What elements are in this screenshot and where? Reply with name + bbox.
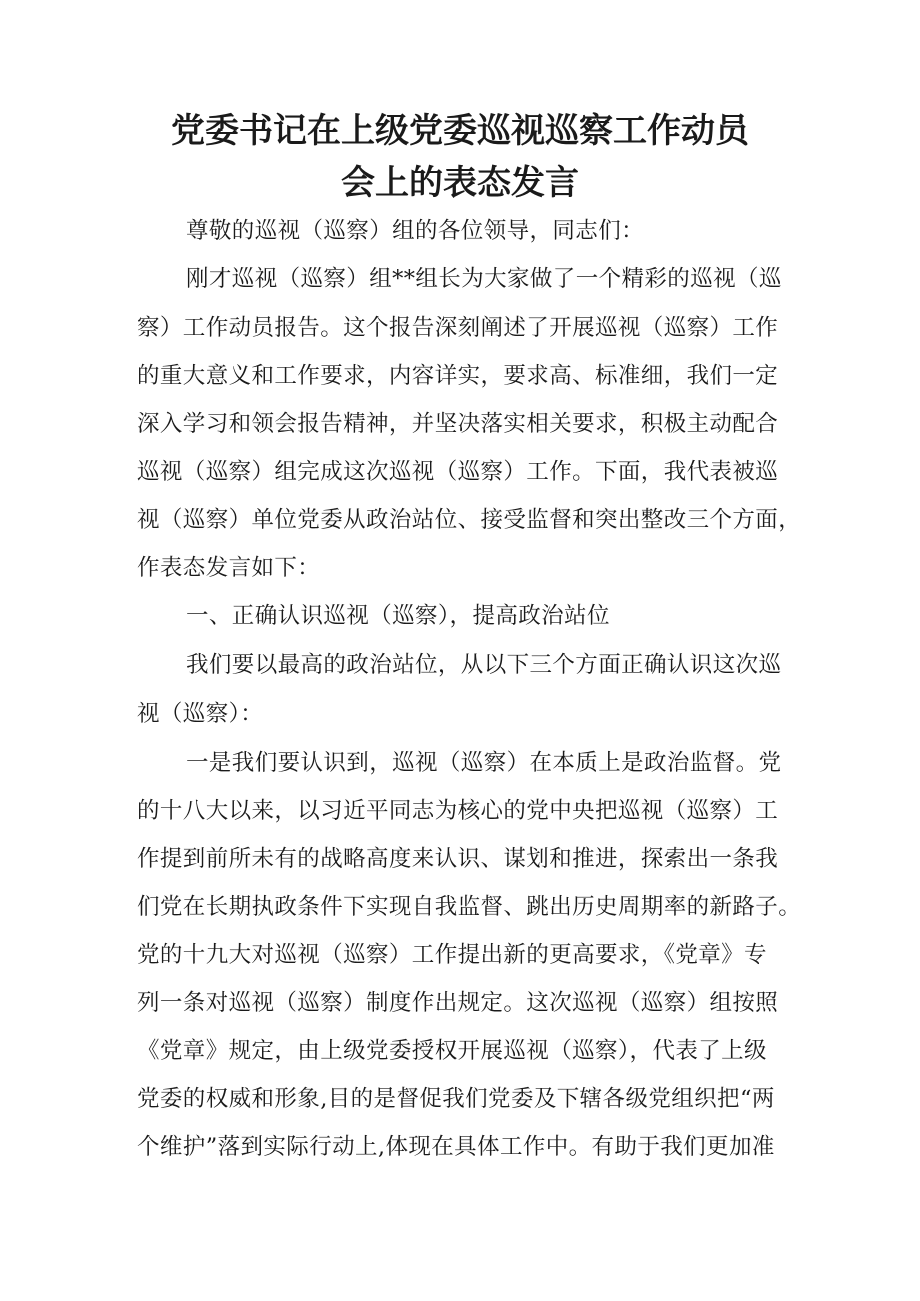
body-line: 视（巡察）单位党委从政治站位、接受监督和突出整改三个方面， <box>137 507 802 533</box>
body-line: 的重大意义和工作要求，内容详实，要求高、标准细，我们一定 <box>137 363 779 389</box>
body-line: 党委的权威和形象,目的是督促我们党委及下辖各级党组织把“两 <box>137 1086 775 1112</box>
body-line: 我们要以最高的政治站位，从以下三个方面正确认识这次巡 <box>186 652 782 678</box>
body-line: 深入学习和领会报告精神，并坚决落实相关要求，积极主动配合 <box>137 411 779 437</box>
body-line: 刚才巡视（巡察）组**组长为大家做了一个精彩的巡视（巡 <box>186 266 782 292</box>
body-line: 个维护”落到实际行动上,体现在具体工作中。有助于我们更加准 <box>137 1134 775 1160</box>
document-title-line-1: 党委书记在上级党委巡视巡察工作动员 <box>171 111 749 151</box>
salutation: 尊敬的巡视（巡察）组的各位领导，同志们： <box>186 218 645 244</box>
body-line: 巡视（巡察）组完成这次巡视（巡察）工作。下面，我代表被巡 <box>137 459 779 485</box>
body-line: 作提到前所未有的战略高度来认识、谋划和推进，探索出一条我 <box>137 846 779 872</box>
body-line: 一是我们要认识到，巡视（巡察）在本质上是政治监督。党 <box>186 750 782 776</box>
section-heading: 一、正确认识巡视（巡察），提高政治站位 <box>186 603 610 629</box>
body-line: 视（巡察）： <box>137 701 264 727</box>
body-line: 党的十九大对巡视（巡察）工作提出新的更高要求，《党章》专 <box>137 942 767 968</box>
body-line: 的十八大以来，以习近平同志为核心的党中央把巡视（巡察）工 <box>137 798 779 824</box>
body-line: 《党章》规定，由上级党委授权开展巡视（巡察），代表了上级 <box>137 1038 767 1064</box>
body-line: 作表态发言如下： <box>137 555 321 581</box>
body-line: 察）工作动员报告。这个报告深刻阐述了开展巡视（巡察）工作 <box>137 315 779 341</box>
body-line: 们党在长期执政条件下实现自我监督、跳出历史周期率的新路子。 <box>137 894 802 920</box>
body-line: 列一条对巡视（巡察）制度作出规定。这次巡视（巡察）组按照 <box>137 990 779 1016</box>
document-title-line-2: 会上的表态发言 <box>341 163 579 203</box>
